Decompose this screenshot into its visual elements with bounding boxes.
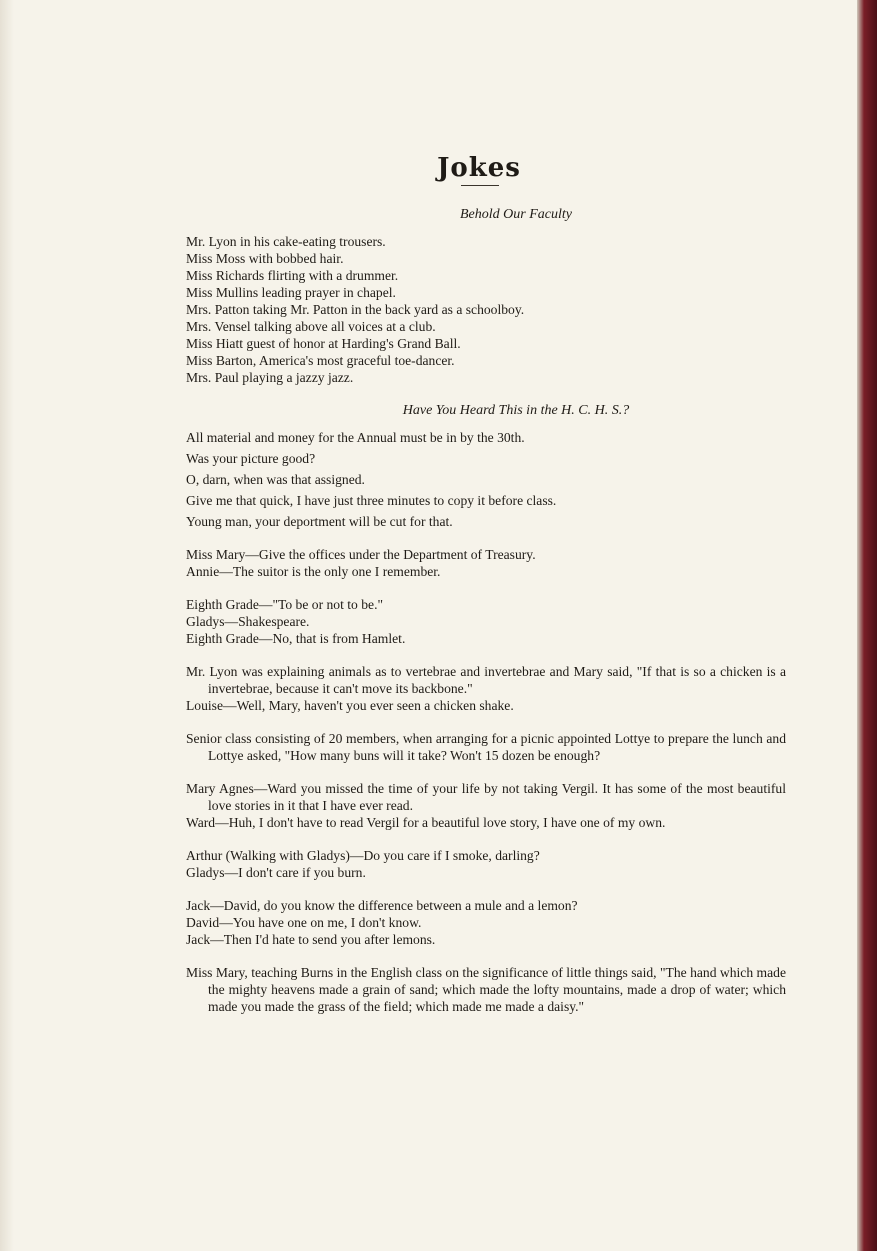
faculty-line: Mrs. Paul playing a jazzy jazz. xyxy=(186,370,354,385)
joke-block xyxy=(186,730,786,764)
joke-line: Eighth Grade—No, that is from Hamlet. xyxy=(186,631,406,646)
faculty-line: Miss Barton, America's most graceful toe-dancer. xyxy=(186,353,455,368)
joke-line: Miss Mary—Give the offices under the Department of Treasury. xyxy=(186,547,536,562)
joke-line: Eighth Grade—"To be or not to be." xyxy=(186,597,384,612)
joke-line: Louise—Well, Mary, haven't you ever seen a chicken shake. xyxy=(186,698,514,713)
joke-line: Gladys—Shakespeare. xyxy=(186,614,310,629)
joke-line: Ward—Huh, I don't have to read Vergil for a beautiful love story, I have one of my own. xyxy=(186,815,666,830)
title-underline xyxy=(461,185,499,186)
page-binding-edge xyxy=(857,0,877,1251)
joke-line: Jack—Then I'd hate to send you after lemons. xyxy=(186,932,436,947)
faculty-list xyxy=(186,233,786,386)
faculty-line: Mrs. Patton taking Mr. Patton in the back yard as a schoolboy. xyxy=(186,302,525,317)
joke-line: Annie—The suitor is the only one I remember. xyxy=(186,564,441,579)
joke-line: Senior class consisting of 20 members, when arranging for a picnic appointed Lottye to prepare the lunch and Lottye asked, "How many buns will it take? Won't 15 dozen be enough? xyxy=(186,731,786,763)
joke-line: David—You have one on me, I don't know. xyxy=(186,915,422,930)
faculty-line: Miss Richards flirting with a drummer. xyxy=(186,268,399,283)
heard-heading: Have You Heard This in the H. C. H. S.? xyxy=(402,403,630,418)
joke-line: Mr. Lyon was explaining animals as to vertebrae and invertebrae and Mary said, "If that is so a chicken is a invertebrae, because it can't move its backbone." xyxy=(186,664,786,696)
page-title: Jokes xyxy=(437,153,521,183)
joke-line: Mary Agnes—Ward you missed the time of your life by not taking Vergil. It has some of the most beautiful love stories in it that I have ever read. xyxy=(186,781,786,813)
joke-line: Jack—David, do you know the difference between a mule and a lemon? xyxy=(186,898,578,913)
heard-line: Young man, your deportment will be cut for that. xyxy=(186,514,453,529)
joke-block xyxy=(186,546,786,580)
page-gutter-shadow xyxy=(0,0,14,1251)
heard-line: O, darn, when was that assigned. xyxy=(186,472,365,487)
joke-line: Arthur (Walking with Gladys)—Do you care if I smoke, darling? xyxy=(186,848,540,863)
heard-line: All material and money for the Annual must be in by the 30th. xyxy=(186,430,525,445)
joke-block xyxy=(186,663,786,714)
faculty-line: Miss Mullins leading prayer in chapel. xyxy=(186,285,396,300)
faculty-line: Miss Moss with bobbed hair. xyxy=(186,251,344,266)
page-content xyxy=(186,153,786,1015)
heard-list xyxy=(186,427,786,532)
heard-line: Give me that quick, I have just three minutes to copy it before class. xyxy=(186,493,557,508)
joke-line: Gladys—I don't care if you burn. xyxy=(186,865,366,880)
joke-block xyxy=(186,964,786,1015)
joke-line: Miss Mary, teaching Burns in the English class on the significance of little things said, "The hand which made the mighty heavens made a grain of sand; which made the lofty mountains, made a drop of water; which made you made the grass of the field; which made me made a daisy." xyxy=(186,965,786,1014)
faculty-heading: Behold Our Faculty xyxy=(460,207,572,222)
joke-block xyxy=(186,780,786,831)
joke-block xyxy=(186,847,786,881)
heard-line: Was your picture good? xyxy=(186,451,316,466)
faculty-line: Mr. Lyon in his cake-eating trousers. xyxy=(186,234,386,249)
joke-block xyxy=(186,596,786,647)
joke-block xyxy=(186,897,786,948)
faculty-line: Miss Hiatt guest of honor at Harding's Grand Ball. xyxy=(186,336,461,351)
faculty-line: Mrs. Vensel talking above all voices at a club. xyxy=(186,319,436,334)
